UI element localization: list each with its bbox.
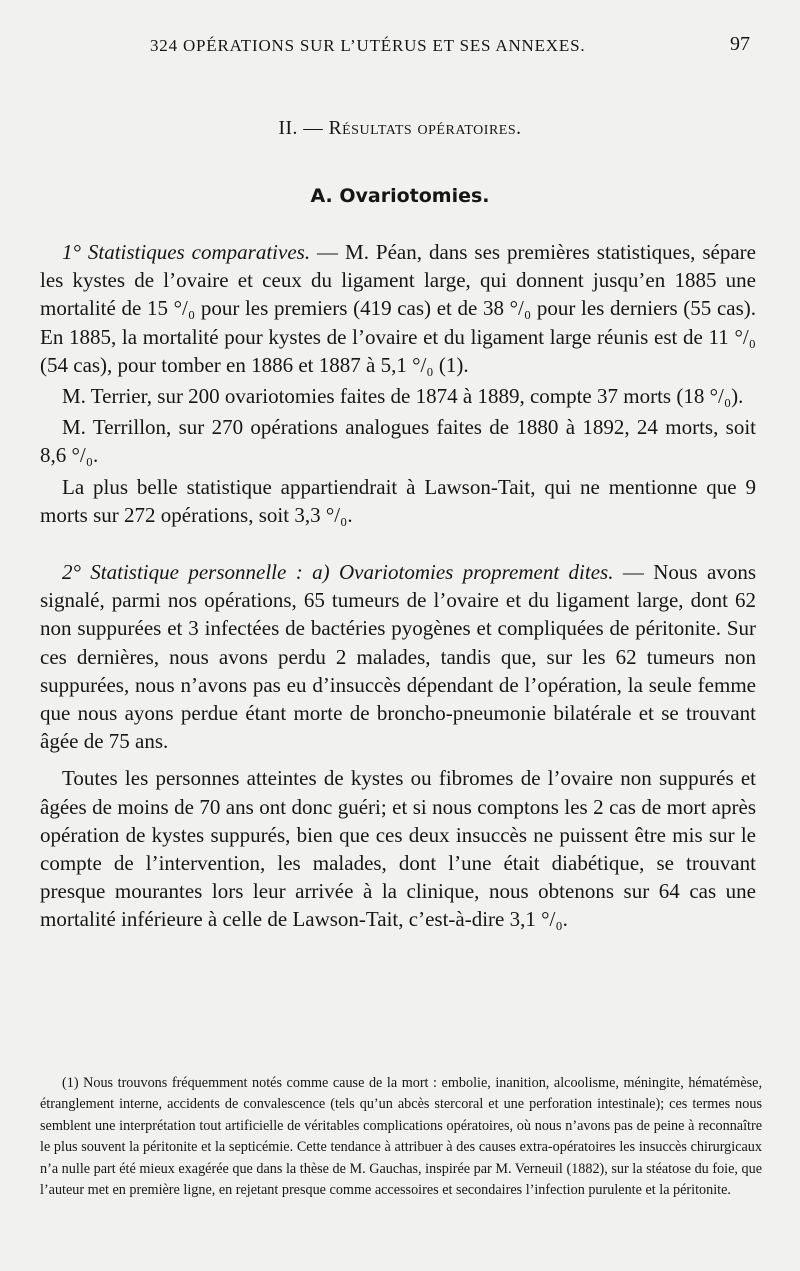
- section-title-text: Résultats opératoires.: [328, 118, 522, 139]
- running-head: 324 OPÉRATIONS SUR L’UTÉRUS ET SES ANNEXES.: [150, 36, 586, 55]
- section-number: II. —: [278, 118, 324, 139]
- paragraph-lawson-tait: La plus belle statistique appartiendrait à Lawson-Tait, qui ne mentionne que 9 morts sur 272 opérations, soit 3,3 °/₀.: [40, 474, 756, 527]
- paragraph-body: — M. Péan, dans ses premières statistiques, sépare les kystes de l’ovaire et ceux du ligament large, qui donnent jusqu’en 1885 une mortalité de 15 °/₀ pour les premiers (419 cas) et de 38 °/₀ pour les derniers (55 cas). En 1885, la mortalité pour kystes de l’ovaire et du ligament large réunis est de 11 °/₀ (54 cas), pour tomber en 1886 et 1887 à 5,1 °/₀ (1).: [40, 240, 756, 377]
- paragraph-terrier: M. Terrier, sur 200 ovariotomies faites de 1874 à 1889, compte 37 morts (18 °/₀).: [62, 384, 744, 409]
- subsection-title: A. Ovariotomies.: [310, 185, 490, 207]
- paragraph-statistiques-comparatives: [40, 238, 756, 379]
- footnote-text: (1) Nous trouvons fréquemment notés comme cause de la mort : embolie, inanition, alcoolisme, méningite, hématémèse, étranglement interne, accidents de convalescence (tels qu’un abcès stercoral et une perforation intestinale); ces termes nous semblent une interprétation tout artificielle de véritables complications opératoires, où nous n’avons pas de peine à reconnaître le plus souvent la péritonite et la septicémie. Cette tendance à attribuer à des causes extra-opératoires les insuccès chirurgicaux n’a nulle part été mieux exagérée que dans la thèse de M. Gauchas, inspirée par M. Verneuil (1882), sur la stéatose du foie, que l’auteur met en première ligne, en rejetant presque comme accessoires et secondaires l’infection purulente et la péritonite.: [40, 1075, 762, 1199]
- paragraph-heading: 2° Statistique personnelle : a) Ovariotomies proprement dites.: [62, 560, 614, 585]
- page-number: 97: [730, 33, 750, 55]
- section-title: [0, 118, 800, 140]
- paragraph-conclusion: Toutes les personnes atteintes de kystes ou fibromes de l’ovaire non suppurés et âgées de moins de 70 ans ont donc guéri; et si nous comptons les 2 cas de mort après opération de kystes suppurés, bien que ces deux insuccès ne puissent être mis sur le compte de l’intervention, les malades, dont l’une était diabétique, se trouvant presque mourantes lors leur arrivée à la clinique, nous obtenons sur 64 cas une mortalité inférieure à celle de Lawson-Tait, c’est-à-dire 3,1 °/₀.: [40, 766, 756, 932]
- paragraph-statistique-personnelle: [40, 558, 756, 755]
- paragraph-heading: 1° Statistiques comparatives.: [62, 240, 311, 264]
- paragraph-body: — Nous avons signalé, parmi nos opérations, 65 tumeurs de l’ovaire et du ligament large, dont 62 non suppurées et 3 infectées de bactéries pyogènes et compliquées de péritonite. Sur ces dernières, nous avons perdu 2 malades, tandis que, sur les 62 tumeurs non suppurées, nous n’avons pas eu d’insuccès dépendant de l’opération, la seule femme que nous ayons perdue étant morte de broncho-pneumonie bilatérale et se trouvant âgée de 75 ans.: [40, 560, 756, 754]
- body-text: [40, 238, 756, 934]
- footnote: [40, 1073, 762, 1201]
- paragraph-terrillon: M. Terrillon, sur 270 opérations analogues faites de 1880 à 1892, 24 morts, soit 8,6 °/₀.: [40, 415, 756, 468]
